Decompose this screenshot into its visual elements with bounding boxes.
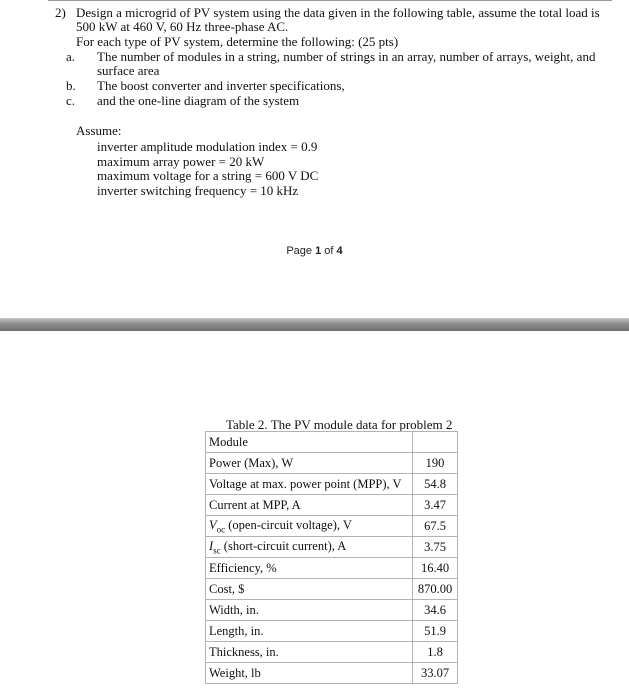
- row-value: 190: [413, 453, 458, 474]
- label-text: Current at MPP, A: [209, 497, 301, 512]
- table-header-cell: Module: [206, 432, 413, 453]
- row-label: [206, 600, 413, 621]
- label-symbol: I: [209, 538, 214, 553]
- page-total: 4: [336, 245, 343, 257]
- row-label: [206, 474, 413, 495]
- pv-module-table: [205, 431, 458, 684]
- item-c-marker: c.: [66, 93, 76, 108]
- table-row: [206, 474, 458, 495]
- table-row: [206, 558, 458, 579]
- row-label: [206, 495, 413, 516]
- row-label: [206, 537, 413, 558]
- top-rule: [48, 0, 612, 1]
- label-text: Width, in.: [209, 602, 259, 617]
- assume-line: inverter amplitude modulation index = 0.9: [97, 139, 318, 154]
- label-symbol: V: [209, 517, 217, 532]
- table-row: [206, 642, 458, 663]
- assume-line: maximum array power = 20 kW: [97, 154, 265, 169]
- row-value: 34.6: [413, 600, 458, 621]
- label-text: (short-circuit current), A: [220, 538, 347, 553]
- row-value: 3.47: [413, 495, 458, 516]
- label-text: Power (Max), W: [209, 455, 294, 470]
- row-label: [206, 453, 413, 474]
- table-row: [206, 495, 458, 516]
- table-row: [206, 516, 458, 537]
- page-separator-bar: [0, 318, 629, 331]
- question-number: 2): [55, 5, 66, 20]
- assume-line: inverter switching frequency = 10 kHz: [97, 183, 299, 198]
- label-text: Weight, lb: [209, 665, 261, 680]
- item-a-text-line-2: surface area: [97, 63, 160, 78]
- label-text: Length, in.: [209, 623, 264, 638]
- item-b-text: The boost converter and inverter specifications,: [97, 78, 345, 93]
- label-subscript: sc: [213, 545, 221, 556]
- row-value: 3.75: [413, 537, 458, 558]
- label-text: Thickness, in.: [209, 644, 279, 659]
- question-text-line-3: For each type of PV system, determine the following: (25 pts): [76, 34, 399, 49]
- row-value: 16.40: [413, 558, 458, 579]
- question-text-line-1: Design a microgrid of PV system using the data given in the following table, assume the total load is: [76, 5, 600, 20]
- row-label: [206, 663, 413, 684]
- item-c-text: and the one-line diagram of the system: [97, 93, 300, 108]
- item-a-text-line-1: The number of modules in a string, number of strings in an array, number of arrays, weight, and: [97, 49, 596, 64]
- label-text: Cost, $: [209, 581, 245, 596]
- row-value: 51.9: [413, 621, 458, 642]
- label-subscript: oc: [216, 524, 226, 535]
- page-prefix: Page: [286, 245, 316, 257]
- page-number: 1: [315, 245, 322, 257]
- table-row: [206, 663, 458, 684]
- label-text: Efficiency, %: [209, 560, 277, 575]
- row-label: [206, 516, 413, 537]
- row-label: [206, 558, 413, 579]
- table-row: [206, 453, 458, 474]
- row-value: 33.07: [413, 663, 458, 684]
- table-row: [206, 621, 458, 642]
- table-header-empty-cell: [413, 432, 458, 453]
- label-text: (open-circuit voltage), V: [225, 517, 352, 532]
- table-header-row: [206, 432, 458, 453]
- row-value: 1.8: [413, 642, 458, 663]
- label-text: Voltage at max. power point (MPP), V: [209, 476, 402, 491]
- assume-heading: Assume:: [76, 123, 122, 138]
- row-label: [206, 579, 413, 600]
- row-value: 67.5: [413, 516, 458, 537]
- row-label: [206, 621, 413, 642]
- assume-line: maximum voltage for a string = 600 V DC: [97, 168, 319, 183]
- row-value: 870.00: [413, 579, 458, 600]
- table-caption: Table 2. The PV module data for problem 2: [226, 417, 453, 432]
- page-mid: of: [321, 245, 337, 257]
- row-value: 54.8: [413, 474, 458, 495]
- table-row: [206, 537, 458, 558]
- table-row: [206, 600, 458, 621]
- row-label: [206, 642, 413, 663]
- question-text-line-2: 500 kW at 460 V, 60 Hz three-phase AC.: [76, 19, 289, 34]
- table-row: [206, 579, 458, 600]
- item-a-marker: a.: [66, 49, 76, 64]
- item-b-marker: b.: [66, 78, 76, 93]
- page-indicator: [0, 245, 629, 257]
